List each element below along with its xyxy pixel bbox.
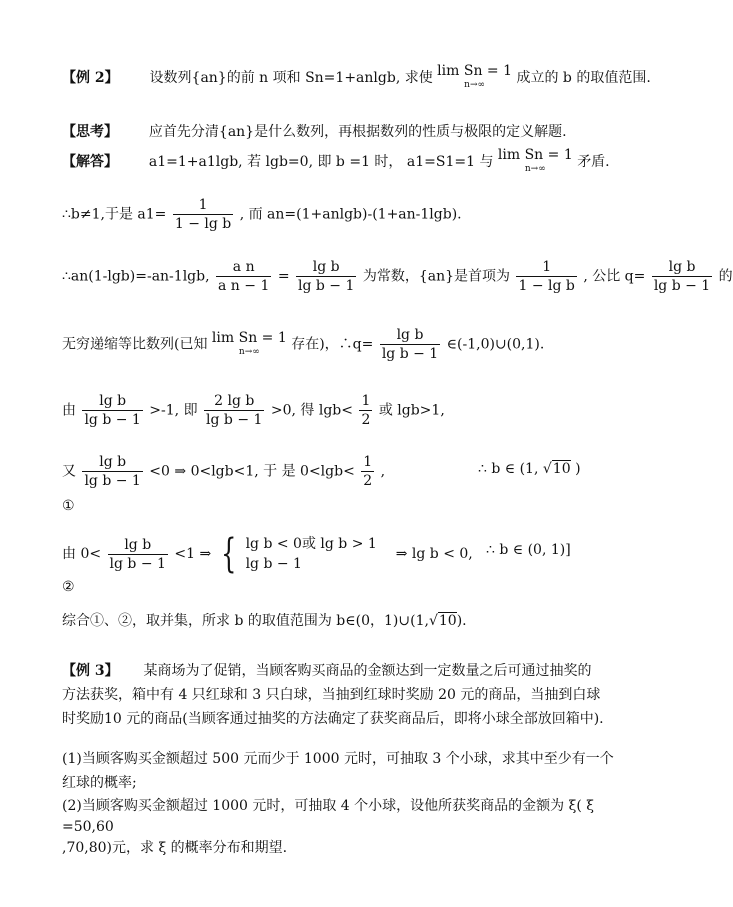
text-segment: <1 ⇒	[174, 546, 212, 562]
solution-line-1	[62, 148, 610, 176]
numerator: 1	[363, 454, 373, 470]
solution-line-6-result: ∴ b ∈ (1, √10 )	[478, 461, 581, 477]
numerator: lg b	[396, 327, 424, 343]
example3-text-1: 某商场为了促销，当顾客购买商品的金额达到一定数量之后可通过抽奖的	[143, 663, 592, 679]
text-segment: ∈(-1,0)∪(0,1).	[446, 336, 545, 353]
limit-expression	[437, 64, 512, 92]
fraction	[82, 453, 142, 490]
think-label: 【思考】	[62, 124, 118, 140]
limit-body: lim Sn = 1	[211, 329, 287, 346]
text-segment: ,	[380, 463, 386, 480]
text-segment: >-1, 即	[149, 402, 198, 419]
numerator: lg b	[312, 259, 340, 275]
solution-text-1: a1=1+a1lgb, 若 lgb=0, 即 b =1 时， a1=S1=1 与	[148, 154, 494, 170]
example2-text: 设数列{an}的前 n 项和 Sn=1+anlgb, 求使	[149, 70, 433, 86]
text-segment: ∴b≠1,于是 a1=	[62, 206, 167, 223]
marker-1: ①	[62, 498, 75, 514]
limit-expression	[498, 148, 573, 176]
numerator: lg b	[668, 259, 696, 275]
numerator: 1	[361, 393, 371, 409]
limit-subscript: n→∞	[524, 164, 546, 174]
fraction	[652, 258, 712, 295]
text-segment: 存在)，∴q=	[291, 336, 374, 353]
brace-symbol: {	[220, 531, 237, 577]
numerator: 2 lg b	[214, 393, 255, 409]
fraction	[82, 392, 142, 429]
text-segment: 为常数，{an}是首项为	[362, 268, 511, 285]
limit-body: lim Sn = 1	[437, 63, 512, 79]
think-text: 应首先分清{an}是什么数列，再根据数列的性质与极限的定义解题.	[148, 124, 567, 140]
example3-line-1	[62, 662, 592, 680]
fraction	[516, 258, 576, 295]
numerator: 1	[198, 197, 208, 213]
example2-tail: 成立的 b 的取值范围.	[516, 70, 651, 86]
solution-line-3	[62, 258, 733, 295]
example3-label: 【例 3】	[62, 663, 119, 679]
example3-line-2: 方法获奖，箱中有 4 只红球和 3 只白球，当抽到红球时奖励 20 元的商品，当抽到白球	[62, 687, 601, 703]
text-segment: 由	[62, 402, 76, 419]
denominator: lg b − 1	[206, 412, 263, 428]
question-2-line-3: ,70,80)元，求 ξ 的概率分布和期望.	[62, 840, 288, 856]
question-2-line-2: =50,60	[62, 819, 114, 835]
solution-label: 【解答】	[62, 154, 118, 170]
solution-line-7	[62, 531, 473, 577]
denominator: lg b − 1	[298, 278, 355, 294]
text-segment: ⇒ lg b < 0,	[395, 546, 473, 562]
question-1-line-2: 红球的概率;	[62, 775, 137, 791]
denominator: 2	[361, 412, 371, 428]
text-segment: <0 ⇒ 0<lgb<1, 于 是 0<lgb<	[149, 463, 355, 480]
denominator: lg b − 1	[653, 278, 711, 294]
equation-system	[246, 534, 377, 574]
denominator: 2	[363, 473, 373, 489]
denominator: lg b − 1	[84, 473, 141, 489]
fraction	[361, 453, 374, 490]
example2-line	[62, 64, 651, 92]
fraction	[359, 392, 372, 429]
solution-line-5	[62, 392, 445, 429]
text-segment: =	[277, 268, 290, 285]
example3-line-3: 时奖励10 元的商品(当顾客通过抽奖的方法确定了获奖商品后，即将小球全部放回箱中).	[62, 711, 604, 727]
question-2-line-1: (2)当顾客购买金额超过 1000 元时，可抽取 4 个小球，设他所获奖商品的金额为 ξ( ξ	[62, 798, 594, 814]
question-1-line-1: (1)当顾客购买金额超过 500 元而少于 1000 元时，可抽取 3 个小球，求其中至少有一个	[62, 751, 614, 767]
solution-line-8: 综合①、②，取并集，所求 b 的取值范围为 b∈(0，1)∪(1,√10).	[62, 613, 467, 629]
example2-label: 【例 2】	[62, 70, 119, 86]
text-segment: ∴ b ∈ (1,	[478, 461, 539, 477]
text-segment: 由 0<	[62, 546, 102, 562]
numerator: 1	[542, 259, 552, 275]
text-segment: 的	[718, 268, 733, 285]
numerator: lg b	[99, 393, 127, 409]
numerator: a n	[232, 259, 255, 275]
denominator: lg b − 1	[109, 555, 166, 572]
solution-line-2	[62, 196, 462, 233]
limit-expression	[212, 331, 287, 359]
solution-line-4	[62, 326, 544, 363]
limit-subscript: n→∞	[238, 346, 260, 357]
text-segment: , 公比 q=	[583, 268, 646, 285]
denominator: lg b − 1	[381, 346, 439, 362]
denominator: lg b − 1	[84, 412, 141, 428]
fraction	[108, 536, 168, 573]
sqrt-radicand: 10	[438, 613, 457, 629]
text-segment: ∴an(1-lgb)=-an-1lgb,	[62, 268, 210, 285]
text-segment: ).	[456, 613, 467, 629]
denominator: 1 − lg b	[518, 278, 575, 294]
fraction	[296, 258, 356, 295]
text-segment: 又	[62, 463, 76, 480]
limit-subscript: n→∞	[464, 80, 485, 90]
text-segment: 综合①、②，取并集，所求 b 的取值范围为 b∈(0，1)∪(1,	[62, 613, 429, 629]
solution-text-1-tail: 矛盾.	[577, 154, 610, 170]
numerator: lg b	[99, 454, 127, 470]
think-line	[62, 123, 567, 141]
text-segment: 或 lgb>1,	[378, 402, 445, 419]
sqrt-radicand: 10	[552, 461, 571, 477]
denominator: a n − 1	[218, 278, 270, 294]
fraction	[216, 258, 271, 295]
fraction	[173, 196, 233, 233]
system-row-2: lg b − 1	[245, 556, 302, 572]
solution-line-7-result: ∴ b ∈ (0, 1)]	[486, 542, 571, 558]
system-row-1: lg b < 0或 lg b > 1	[245, 536, 377, 552]
text-segment: >0, 得 lgb<	[270, 402, 353, 419]
marker-2: ②	[62, 579, 75, 595]
limit-body: lim Sn = 1	[497, 147, 573, 163]
denominator: 1 − lg b	[174, 216, 232, 232]
numerator: lg b	[124, 536, 152, 553]
fraction	[204, 392, 264, 429]
text-segment: 无穷递缩等比数列(已知	[62, 336, 208, 353]
text-segment: , 而 an=(1+anlgb)-(1+an-1lgb).	[239, 206, 462, 223]
fraction	[380, 326, 440, 363]
text-segment: )	[575, 461, 581, 477]
